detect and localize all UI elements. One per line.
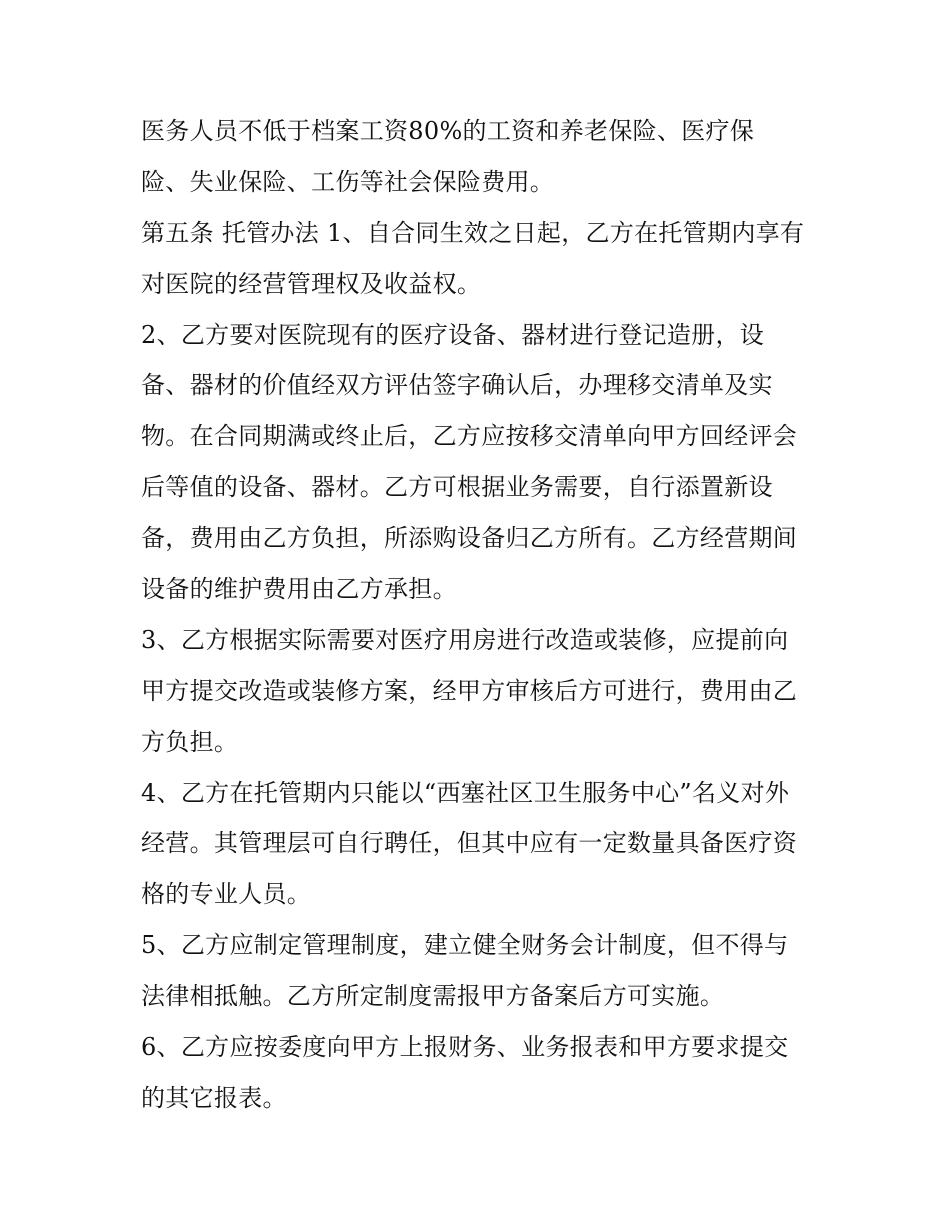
text-line: 法律相抵触。乙方所定制度需报甲方备案后方可实施。 xyxy=(141,982,725,1011)
text-line: 经营。其管理层可自行聘任，但其中应有一定数量具备医疗资 xyxy=(141,829,798,858)
text-line: 对医院的经营管理权及收益权。 xyxy=(141,269,482,298)
section-heading-line: 第五条 托管办法 1、自合同生效之日起，乙方在托管期内享有 xyxy=(141,218,805,247)
contract-text xyxy=(141,106,821,1124)
text-line: 备、器材的价值经双方评估签字确认后，办理移交清单及实 xyxy=(141,371,773,400)
text-line: 备，费用由乙方负担，所添购设备归乙方所有。乙方经营期间 xyxy=(141,524,798,553)
text-line: 后等值的设备、器材。乙方可根据业务需要，自行添置新设 xyxy=(141,473,773,502)
text-line: 4、乙方在托管期内只能以“西塞社区卫生服务中心”名义对外 xyxy=(141,778,790,807)
text-line: 医务人员不低于档案工资80%的工资和养老保险、医疗保 xyxy=(141,117,755,145)
text-line: 甲方提交改造或装修方案，经甲方审核后方可进行，费用由乙 xyxy=(141,676,798,705)
text-line: 3、乙方根据实际需要对医疗用房进行改造或装修，应提前向 xyxy=(141,625,789,654)
text-line: 2、乙方要对医院现有的医疗设备、器材进行登记造册，设 xyxy=(141,320,765,349)
text-line: 险、失业保险、工伤等社会保险费用。 xyxy=(141,167,555,196)
text-line: 物。在合同期满或终止后，乙方应按移交清单向甲方回经评会 xyxy=(141,422,798,451)
text-line: 设备的维护费用由乙方承担。 xyxy=(141,575,457,604)
text-line: 5、乙方应制定管理制度，建立健全财务会计制度，但不得与 xyxy=(141,931,789,960)
text-line: 格的专业人员。 xyxy=(141,880,312,909)
text-line: 方负担。 xyxy=(141,727,239,756)
text-line: 的其它报表。 xyxy=(141,1083,287,1112)
text-line: 6、乙方应按委度向甲方上报财务、业务报表和甲方要求提交 xyxy=(141,1033,789,1062)
